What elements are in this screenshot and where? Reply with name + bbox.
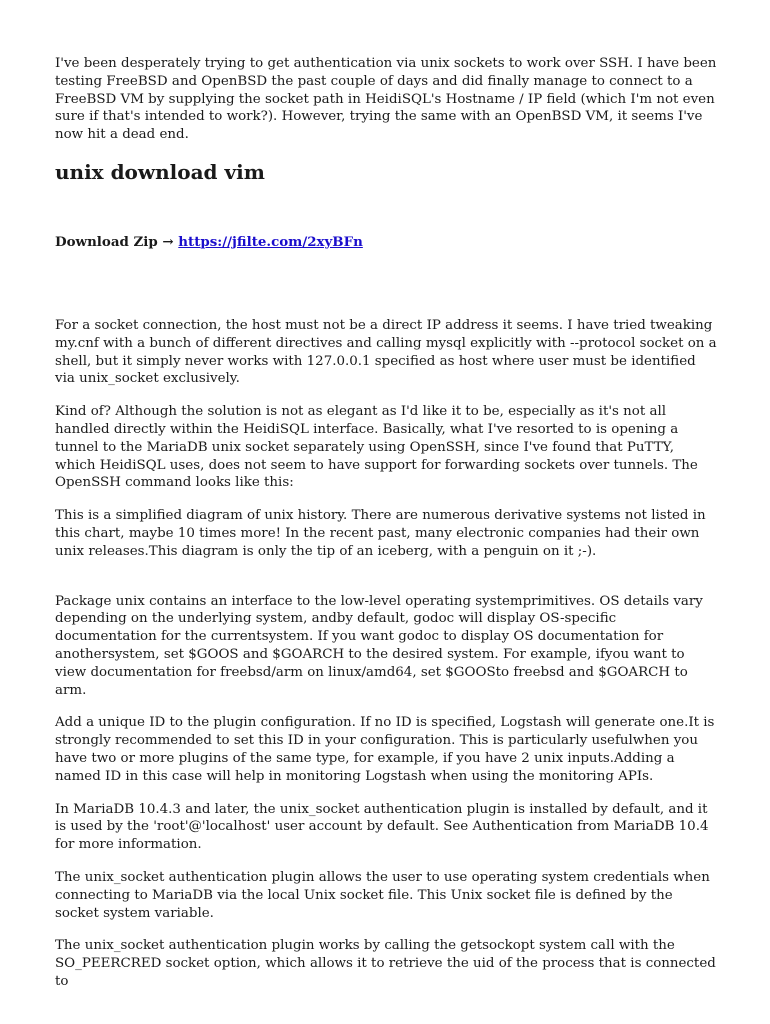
article-body bbox=[55, 317, 717, 1006]
body-paragraph: This is a simplified diagram of unix history. There are numerous derivative systems not listed in this chart, maybe 10 times more! In the recent past, many electronic companies had their own unix releases.This diagram is only the tip of an iceberg, with a penguin on it ;-). bbox=[55, 508, 706, 559]
body-paragraph: The unix_socket authentication plugin allows the user to use operating system credentials when connecting to MariaDB via the local Unix socket file. This Unix socket file is defined by the socket system variable. bbox=[55, 869, 710, 921]
body-paragraph: For a socket connection, the host must not be a direct IP address it seems. I have tried tweaking my.cnf with a bunch of different directives and calling mysql explicitly with --protocol socket on a shell, but it simply never works with 127.0.0.1 specified as host where user must be identified via unix_socket exclusively. bbox=[55, 318, 717, 387]
body-paragraph: In MariaDB 10.4.3 and later, the unix_socket authentication plugin is installed by default, and it is used by the 'root'@'localhost' user account by default. See Authentication from MariaDB 10.4 for more information. bbox=[55, 801, 709, 853]
body-paragraph: The unix_socket authentication plugin works by calling the getsockopt system call with the SO_PEERCRED socket option, which allows it to retrieve the uid of the process that is connected to bbox=[55, 938, 716, 989]
body-paragraph: Kind of? Although the solution is not as elegant as I'd like it to be, especially as it's not all handled directly within the HeidiSQL interface. Basically, what I've resorted to is opening a tunnel to the MariaDB unix socket separately using OpenSSH, since I've found that PuTTY, which HeidiSQL uses, does not seem to have support for forwarding sockets over tunnels. The OpenSSH command looks like this: bbox=[55, 404, 698, 491]
document-page bbox=[55, 55, 717, 989]
download-link[interactable]: https://jfilte.com/2xyBFn bbox=[178, 234, 363, 250]
page-heading: unix download vim bbox=[55, 160, 265, 184]
download-line bbox=[55, 233, 363, 251]
intro-paragraph: I've been desperately trying to get authentication via unix sockets to work over SSH. I have been testing FreeBSD and OpenBSD the past couple of days and did finally manage to connect to a FreeBSD VM by supplying the socket path in HeidiSQL's Hostname / IP field (which I'm not even sure if that's intended to work?). However, trying the same with an OpenBSD VM, it seems I've now hit a dead end. bbox=[55, 56, 717, 143]
body-paragraph: Package unix contains an interface to the low-level operating systemprimitives. OS details vary depending on the underlying system, andby default, godoc will display OS-specific documentation for the currentsystem. If you want godoc to display OS documentation for anothersystem, set $GOOS and $GOARCH to the desired system. For example, ifyou want to view documentation for freebsd/arm on linux/amd64, set $GOOSto freebsd and $GOARCH to arm. bbox=[55, 593, 703, 698]
body-paragraph: Add a unique ID to the plugin configuration. If no ID is specified, Logstash will generate one.It is strongly recommended to set this ID in your configuration. This is particularly usefulwhen you have two or more plugins of the same type, for example, if you have 2 unix inputs.Adding a named ID in this case will help in monitoring Logstash when using the monitoring APIs. bbox=[55, 715, 715, 784]
download-label: Download Zip → bbox=[55, 234, 179, 250]
